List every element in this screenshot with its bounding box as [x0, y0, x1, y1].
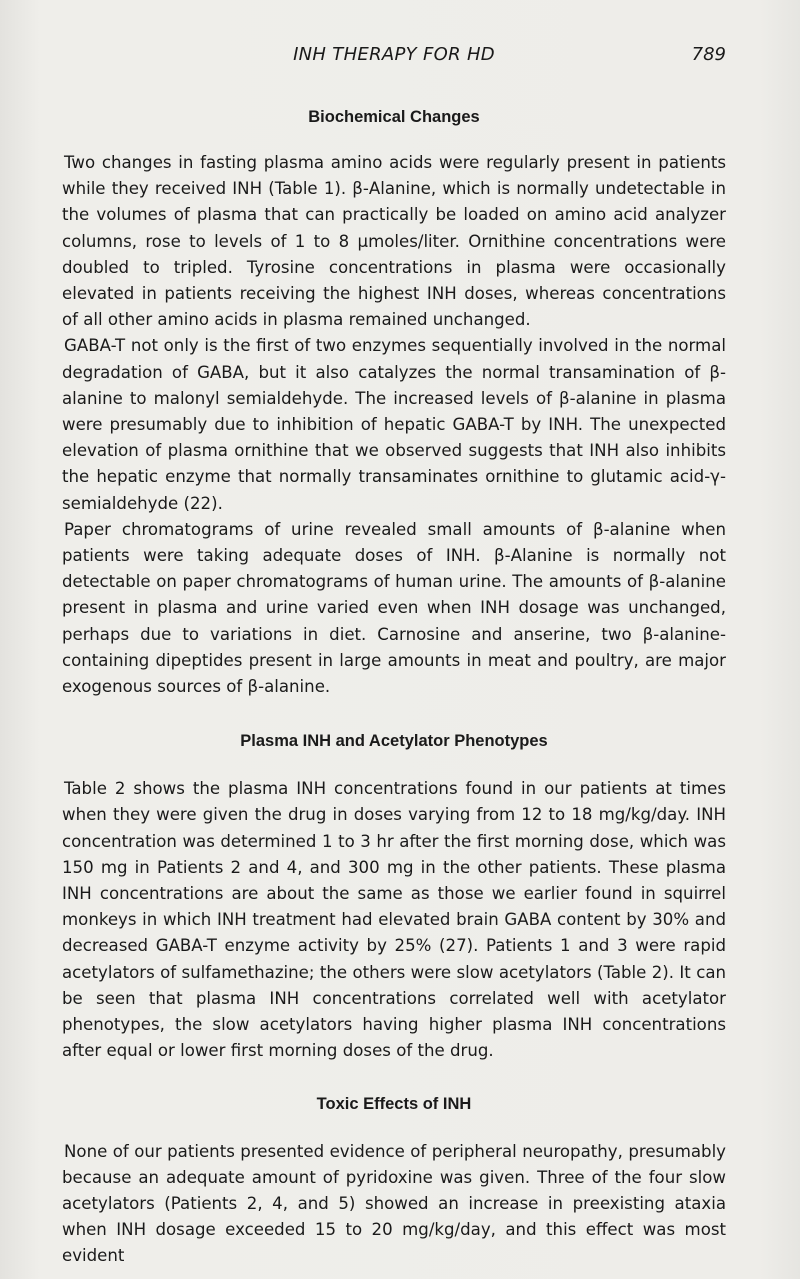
running-title: INH THERAPY FOR HD	[293, 44, 495, 65]
paragraph: Table 2 shows the plasma INH concentrations found in our patients at times when they were given the drug in doses varying from 12 to 18 mg/kg/day. INH concentration was determined 1 to 3 hr after the first morning dose, which was 150 mg in Patients 2 and 4, and 300 mg in the other patients. These plasma INH concentrations are about the same as those we earlier found in squirrel monkeys in which INH treatment had elevated brain GABA content by 30% and decreased GABA-T enzyme activity by 25% (27). Patients 1 and 3 were rapid acetylators of sulfamethazine; the others were slow acetylators (Table 2). It can be seen that plasma INH concentrations correlated well with acetylator phenotypes, the slow acetylators having higher plasma INH concentrations after equal or lower first morning doses of the drug.	[62, 779, 726, 1061]
section-heading-plasma-inh: Plasma INH and Acetylator Phenotypes	[240, 732, 548, 751]
paragraph: Paper chromatograms of urine revealed small amounts of β-alanine when patients were taking adequate doses of INH. β-Alanine is normally not detectable on paper chromatograms of human urine. The amounts of β-alanine present in plasma and urine varied even when INH dosage was unchanged, perhaps due to variations in diet. Carnosine and anserine, two β-alanine-containing dipeptides present in large amounts in meat and poultry, are major exogenous sources of β-alanine.	[62, 519, 726, 697]
paragraph: GABA-T not only is the first of two enzymes sequentially involved in the normal degradation of GABA, but it also catalyzes the normal transamination of β-alanine to malonyl semialdehyde. The increased levels of β-alanine in plasma were presumably due to inhibition of hepatic GABA-T by INH. The unexpected elevation of plasma ornithine that we observed suggests that INH also inhibits the hepatic enzyme that normally transaminates ornithine to glutamic acid-γ-semialdehyde (22).	[62, 336, 726, 513]
section-heading-biochemical-changes: Biochemical Changes	[308, 108, 480, 126]
section-heading-toxic-effects: Toxic Effects of INH	[316, 1094, 472, 1113]
article-body	[62, 104, 726, 1270]
running-head	[62, 40, 726, 70]
page-number: 789	[691, 44, 726, 65]
paragraph: None of our patients presented evidence of peripheral neuropathy, presumably because an adequate amount of pyridoxine was given. Three of the four slow acetylators (Patients 2, 4, and 5) showed an increase in preexisting ataxia when INH dosage exceeded 15 to 20 mg/kg/day, and this effect was most evident	[62, 1141, 726, 1266]
paragraph: Two changes in fasting plasma amino acids were regularly present in patients while they received INH (Table 1). β-Alanine, which is normally undetectable in the volumes of plasma that can practically be loaded on amino acid analyzer columns, rose to levels of 1 to 8 µmoles/liter. Ornithine concentrations were doubled to tripled. Tyrosine concentrations in plasma were occasionally elevated in patients receiving the highest INH doses, whereas concentrations of all other amino acids in plasma remained unchanged.	[62, 153, 726, 330]
